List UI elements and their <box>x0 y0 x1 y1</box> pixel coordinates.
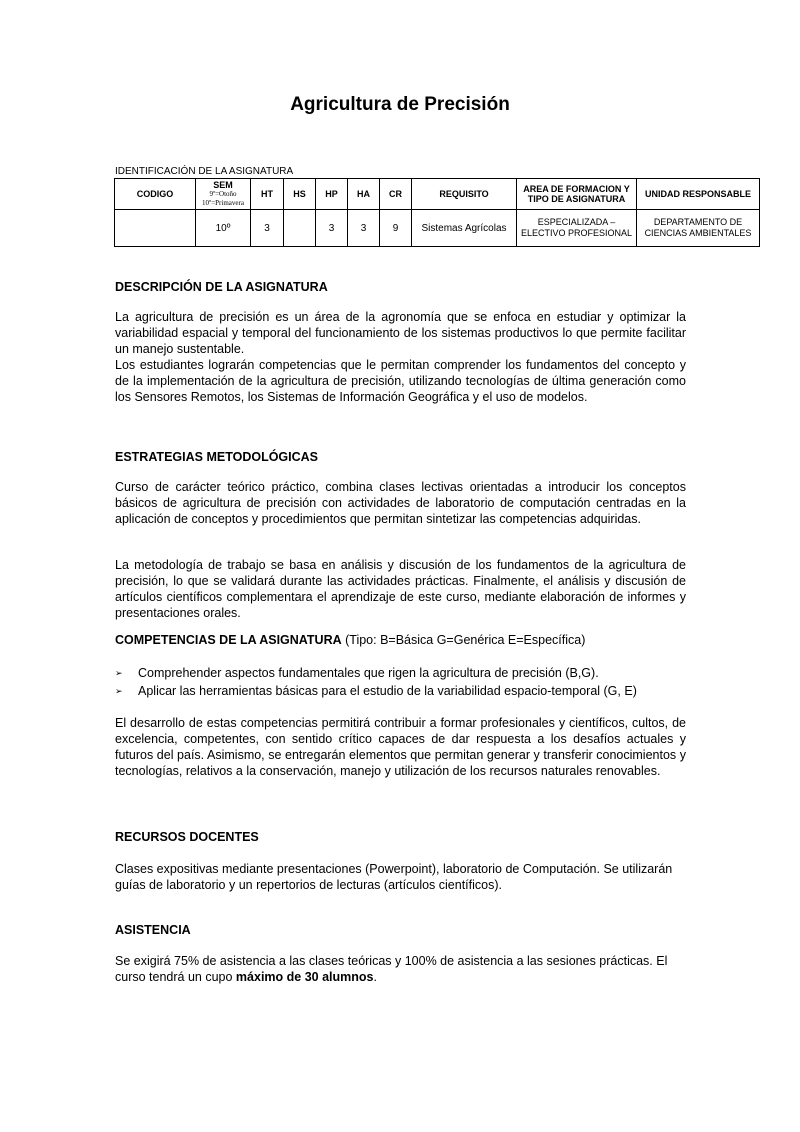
cell-sem: 10º <box>196 210 251 247</box>
estrategias-paragraph-2: La metodología de trabajo se basa en análisis y discusión de los fundamentos de la agricultura de precisión, lo que se validará durante las actividades prácticas. Finalmente, el análisis y discusión de artículos científicos complementara el aprendizaje de este curso, mediante elaboración de informes y presentaciones orales. <box>115 558 686 620</box>
cell-unidad: DEPARTAMENTO DE CIENCIAS AMBIENTALES <box>637 210 760 247</box>
header-ht: HT <box>251 179 284 210</box>
list-item-text: Comprehender aspectos fundamentales que rigen la agricultura de precisión (B,G). <box>138 666 599 680</box>
header-sem-sub2: 10º=Primavera <box>202 199 244 207</box>
header-ha: HA <box>348 179 380 210</box>
cell-hp: 3 <box>316 210 348 247</box>
asistencia-paragraph <box>115 953 686 985</box>
recursos-paragraph: Clases expositivas mediante presentaciones (Powerpoint), laboratorio de Computación. Se utilizarán guías de laboratorio y un repertorios de lecturas (artículos científicos). <box>115 862 673 892</box>
cell-hs <box>284 210 316 247</box>
list-item <box>115 682 715 700</box>
competencias-paragraph: El desarrollo de estas competencias permitirá contribuir a formar profesionales y científicos, cultos, de excelencia, competentes, con sentido crítico capaces de dar respuesta a los desafíos actuales y futuros del país. Asimismo, se entregarán elementos que permitan generar y transferir conocimientos y tecnologías, relativos a la conservación, manejo y utilización de los recursos naturales renovables. <box>115 716 686 778</box>
competencias-heading-line <box>115 633 585 647</box>
header-codigo: CODIGO <box>115 179 196 210</box>
header-unidad: UNIDAD RESPONSABLE <box>637 179 760 210</box>
identification-table <box>114 178 760 247</box>
header-requisito: REQUISITO <box>412 179 517 210</box>
estrategias-paragraph-1: Curso de carácter teórico práctico, combina clases lectivas orientadas a introducir los conceptos básicos de agricultura de precisión con actividades de laboratorio de computación centradas en la aplicación de conceptos y procedimientos que permitan sintetizar las competencias adquiridas. <box>115 480 686 526</box>
cell-requisito: Sistemas Agrícolas <box>412 210 517 247</box>
asistencia-heading: ASISTENCIA <box>115 923 191 937</box>
arrow-bullet-icon: ➢ <box>115 686 123 696</box>
cell-ha: 3 <box>348 210 380 247</box>
asistencia-text-end: . <box>373 970 377 984</box>
page-title: Agricultura de Precisión <box>290 94 510 115</box>
header-area: AREA DE FORMACION Y TIPO DE ASIGNATURA <box>517 179 637 210</box>
descripcion-heading: DESCRIPCIÓN DE LA ASIGNATURA <box>115 280 328 294</box>
asistencia-text-bold: máximo de 30 alumnos <box>235 970 374 984</box>
asistencia-text-start: Se exigirá 75% de asistencia a las clases teóricas y 100% de asistencia a las sesiones prácticas. El curso tendrá un cupo <box>115 954 668 984</box>
list-item <box>115 664 715 682</box>
cell-codigo <box>115 210 196 247</box>
competencias-list <box>115 664 715 700</box>
identification-label: IDENTIFICACIÓN DE LA ASIGNATURA <box>115 166 294 177</box>
descripcion-paragraph-1: La agricultura de precisión es un área de la agronomía que se enfoca en estudiar y optimizar la variabilidad espacial y temporal del funcionamiento de los sistemas productivos lo que permite facilitar un manejo sustentable. <box>115 310 686 356</box>
recursos-heading: RECURSOS DOCENTES <box>115 830 259 844</box>
descripcion-paragraph-2: Los estudiantes lograrán competencias que le permitan comprender los fundamentos del concepto y de la implementación de la agricultura de precisión, utilizando tecnologías de última generación como los Sensores Remotos, los Sistemas de Información Geográfica y el uso de modelos. <box>115 358 686 404</box>
arrow-bullet-icon: ➢ <box>115 668 123 678</box>
table-row <box>115 210 760 247</box>
list-item-text: Aplicar las herramientas básicas para el estudio de la variabilidad espacio-temporal (G, E) <box>138 684 637 698</box>
competencias-heading: COMPETENCIAS DE LA ASIGNATURA <box>115 633 342 647</box>
header-hp: HP <box>316 179 348 210</box>
table-header-row <box>115 179 760 210</box>
header-sem-label: SEM <box>213 180 233 190</box>
cell-cr: 9 <box>380 210 412 247</box>
competencias-tipo: (Tipo: B=Básica G=Genérica E=Específica) <box>345 633 586 647</box>
header-hs: HS <box>284 179 316 210</box>
header-sem <box>196 179 251 210</box>
header-cr: CR <box>380 179 412 210</box>
cell-ht: 3 <box>251 210 284 247</box>
header-sem-sub1: 9º=Otoño <box>209 190 237 198</box>
estrategias-heading: ESTRATEGIAS METODOLÓGICAS <box>115 450 319 464</box>
cell-area: ESPECIALIZADA – ELECTIVO PROFESIONAL <box>517 210 637 247</box>
